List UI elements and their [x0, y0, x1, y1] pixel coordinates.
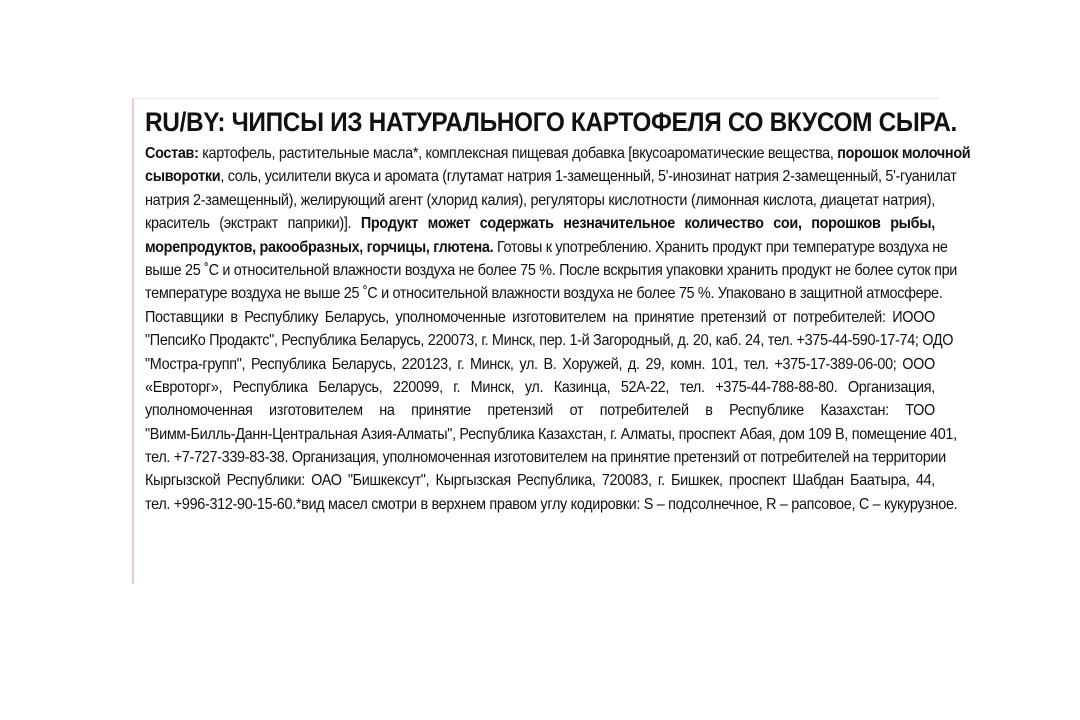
composition-text — [145, 142, 971, 516]
text-line — [145, 142, 971, 165]
text-segment: тел. +7-727-339-83-38. Организация, уполномоченная изготовителем на принятие претензий от потребителей на территории — [145, 449, 946, 467]
text-line — [145, 329, 954, 352]
text-line — [145, 306, 935, 329]
text-segment: Готовы к употреблению. Хранить продукт при температуре воздуха не — [493, 238, 948, 256]
text-segment: температуре воздуха не выше 25 ˚С и относительной влажности воздуха не более 75 %. Упаковано в защитной атмосфере. — [145, 285, 943, 303]
text-line — [145, 236, 948, 259]
text-line — [145, 446, 946, 469]
text-line — [145, 493, 958, 516]
text-segment: "Вимм-Билль-Данн-Центральная Азия-Алматы", Республика Казахстан, г. Алматы, проспект Абая, дом 109 В, помещение 401, — [145, 425, 957, 443]
text-segment: Кыргызской Республики: ОАО "Бишкексут", Кыргызская Республика, 720083, г. Бишкек, проспект Шабдан Баатыра, 44, — [145, 472, 935, 490]
text-line — [145, 469, 935, 492]
text-segment: "ПепсиКо Продактс", Республика Беларусь, 220073, г. Минск, пер. 1-й Загородный, д. 20, каб. 24, тел. +375-44-590-17-74; ОДО — [145, 332, 954, 350]
text-segment: натрия 2-замещенный), желирующий агент (хлорид калия), регуляторы кислотности (лимонная кислота, диацетат натрия), — [145, 191, 935, 209]
text-segment: тел. +996-312-90-15-60.*вид масел смотри в верхнем правом углу кодировки: S – подсолнечное, R – рапсовое, С – кукурузное. — [145, 495, 958, 513]
text-segment: "Мостра-групп", Республика Беларусь, 220123, г. Минск, ул. В. Хоружей, д. 29, комн. 101, тел. +375-17-389-06-00; ООО — [145, 355, 935, 373]
bold-text-segment: Состав: — [145, 145, 199, 162]
text-segment: картофель, растительные масла*, комплексная пищевая добавка [вкусоароматические вещества, — [198, 145, 838, 162]
text-line — [145, 423, 957, 446]
text-segment: уполномоченная изготовителем на принятие претензий от потребителей в Республике Казахстан: ТОО — [145, 402, 935, 420]
bold-text-segment: морепродуктов, ракообразных, горчицы, глютена. — [145, 238, 494, 256]
text-segment: Поставщики в Республику Беларусь, уполномоченные изготовителем на принятие претензий от потребителей: ИООО — [145, 308, 935, 326]
text-line — [145, 376, 935, 399]
text-line — [145, 165, 957, 188]
bold-text-segment: Продукт может содержать незначительное количество сои, порошков рыбы, — [360, 215, 935, 233]
text-line — [145, 259, 958, 282]
text-line — [145, 282, 943, 305]
product-title: RU/BY: ЧИПСЫ ИЗ НАТУРАЛЬНОГО КАРТОФЕЛЯ СО ВКУСОМ СЫРА. — [145, 107, 957, 137]
text-line — [145, 212, 935, 235]
text-line — [145, 189, 935, 212]
bold-text-segment: сыворотки — [145, 168, 221, 186]
text-segment: , соль, усилители вкуса и аромата (глутамат натрия 1-замещенный, 5'-инозинат натрия 2-замещенный, 5'-гуанилат — [220, 168, 957, 186]
text-segment: краситель (экстракт паприки)]. — [145, 215, 361, 233]
text-segment: выше 25 ˚С и относительной влажности воздуха не более 75 %. После вскрытия упаковки хранить продукт не более суток при — [145, 261, 958, 279]
text-segment: «Евроторг», Республика Беларусь, 220099, г. Минск, ул. Казинца, 52А-22, тел. +375-44-788-88-80. Организация, — [145, 378, 935, 396]
text-line — [145, 353, 935, 376]
bold-text-segment: порошок молочной — [837, 145, 971, 162]
text-line — [145, 399, 935, 422]
